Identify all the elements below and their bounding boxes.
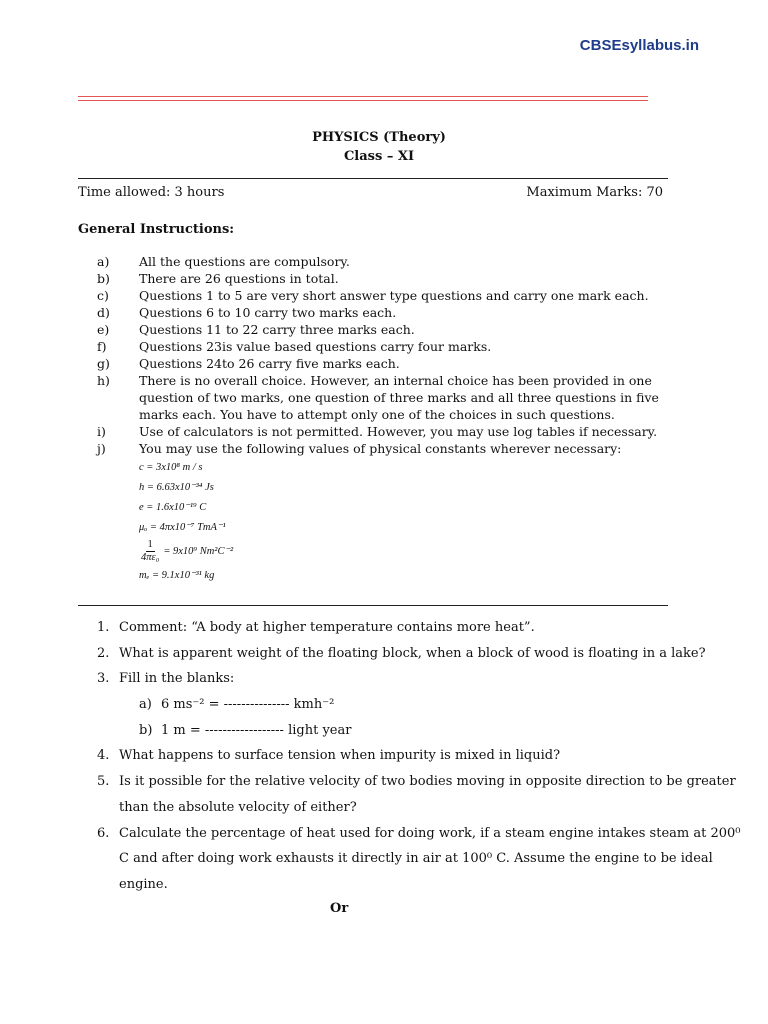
- instruction-item: h) There is no overall choice. However, an internal choice has been provided in one question of two marks, one question of three marks and all three questions in five marks each. You have to attempt only one of the choices in such questions.: [97, 373, 659, 422]
- instruction-item: j) You may use the following values of physical constants wherever necessary:: [97, 441, 622, 456]
- question-3a: a) 6 ms⁻² = --------------- kmh⁻²: [139, 697, 335, 712]
- instruction-item: b) There are 26 questions in total.: [97, 271, 339, 286]
- instructions-list: [97, 253, 687, 457]
- question-1: 1. Comment: “A body at higher temperature contains more heat”.: [97, 620, 535, 635]
- constant-me: mₑ = 9.1x10⁻³¹ kg: [139, 570, 215, 581]
- instruction-item: g) Questions 24to 26 carry five marks each.: [97, 356, 400, 371]
- question-4: 4. What happens to surface tension when impurity is mixed in liquid?: [97, 748, 561, 763]
- question-6: 6. Calculate the percentage of heat used for doing work, if a steam engine intakes steam at 200⁰: [97, 826, 741, 841]
- constant-mu0: μₒ = 4πx10⁻⁷ TmA⁻¹: [139, 522, 226, 533]
- coulomb-fraction: $\frac{1}{\text{4πε₀}}$: [141, 539, 160, 564]
- instructions-end-rule: [78, 605, 668, 606]
- question-3: 3. Fill in the blanks:: [97, 671, 235, 686]
- question-6-cont: C and after doing work exhausts it directly in air at 100⁰ C. Assume the engine to be ideal: [119, 851, 713, 866]
- constant-e: e = 1.6x10⁻¹⁹ C: [139, 502, 207, 513]
- question-5-cont: than the absolute velocity of either?: [119, 800, 357, 815]
- top-rule: [78, 178, 668, 179]
- header-divider: [78, 96, 648, 101]
- instruction-item: a) All the questions are compulsory.: [97, 254, 350, 269]
- time-allowed: Time allowed: 3 hours: [78, 185, 225, 200]
- question-5: 5. Is it possible for the relative velocity of two bodies moving in opposite direction to be greater: [97, 774, 736, 789]
- instruction-item: i) Use of calculators is not permitted. However, you may use log tables if necessary.: [97, 424, 658, 439]
- constant-coulomb: $\frac{1}{\text{4πε₀}}$ = 9x10⁹ Nm²C⁻²: [141, 539, 234, 564]
- question-3b: b) 1 m = ------------------ light year: [139, 723, 352, 738]
- physical-constants: [139, 458, 233, 586]
- question-6-cont2: engine.: [119, 877, 168, 892]
- paper-title: PHYSICS (Theory): [312, 130, 446, 145]
- constant-c: c = 3x10⁸ m / s: [139, 462, 203, 473]
- or-divider: Or: [330, 901, 349, 916]
- instruction-item: f) Questions 23is value based questions carry four marks.: [97, 339, 492, 354]
- constant-h: h = 6.63x10⁻³⁴ Js: [139, 482, 214, 493]
- site-logo-text: CBSEsyllabus.in: [579, 37, 699, 54]
- question-2: 2. What is apparent weight of the floating block, when a block of wood is floating in a lake?: [97, 646, 706, 661]
- instruction-item: d) Questions 6 to 10 carry two marks each.: [97, 305, 397, 320]
- instruction-item: e) Questions 11 to 22 carry three marks each.: [97, 322, 415, 337]
- max-marks: Maximum Marks: 70: [526, 185, 663, 200]
- instruction-item: c) Questions 1 to 5 are very short answer type questions and carry one mark each.: [97, 288, 649, 303]
- instructions-heading: General Instructions:: [78, 222, 235, 237]
- paper-class: Class – XI: [343, 149, 415, 164]
